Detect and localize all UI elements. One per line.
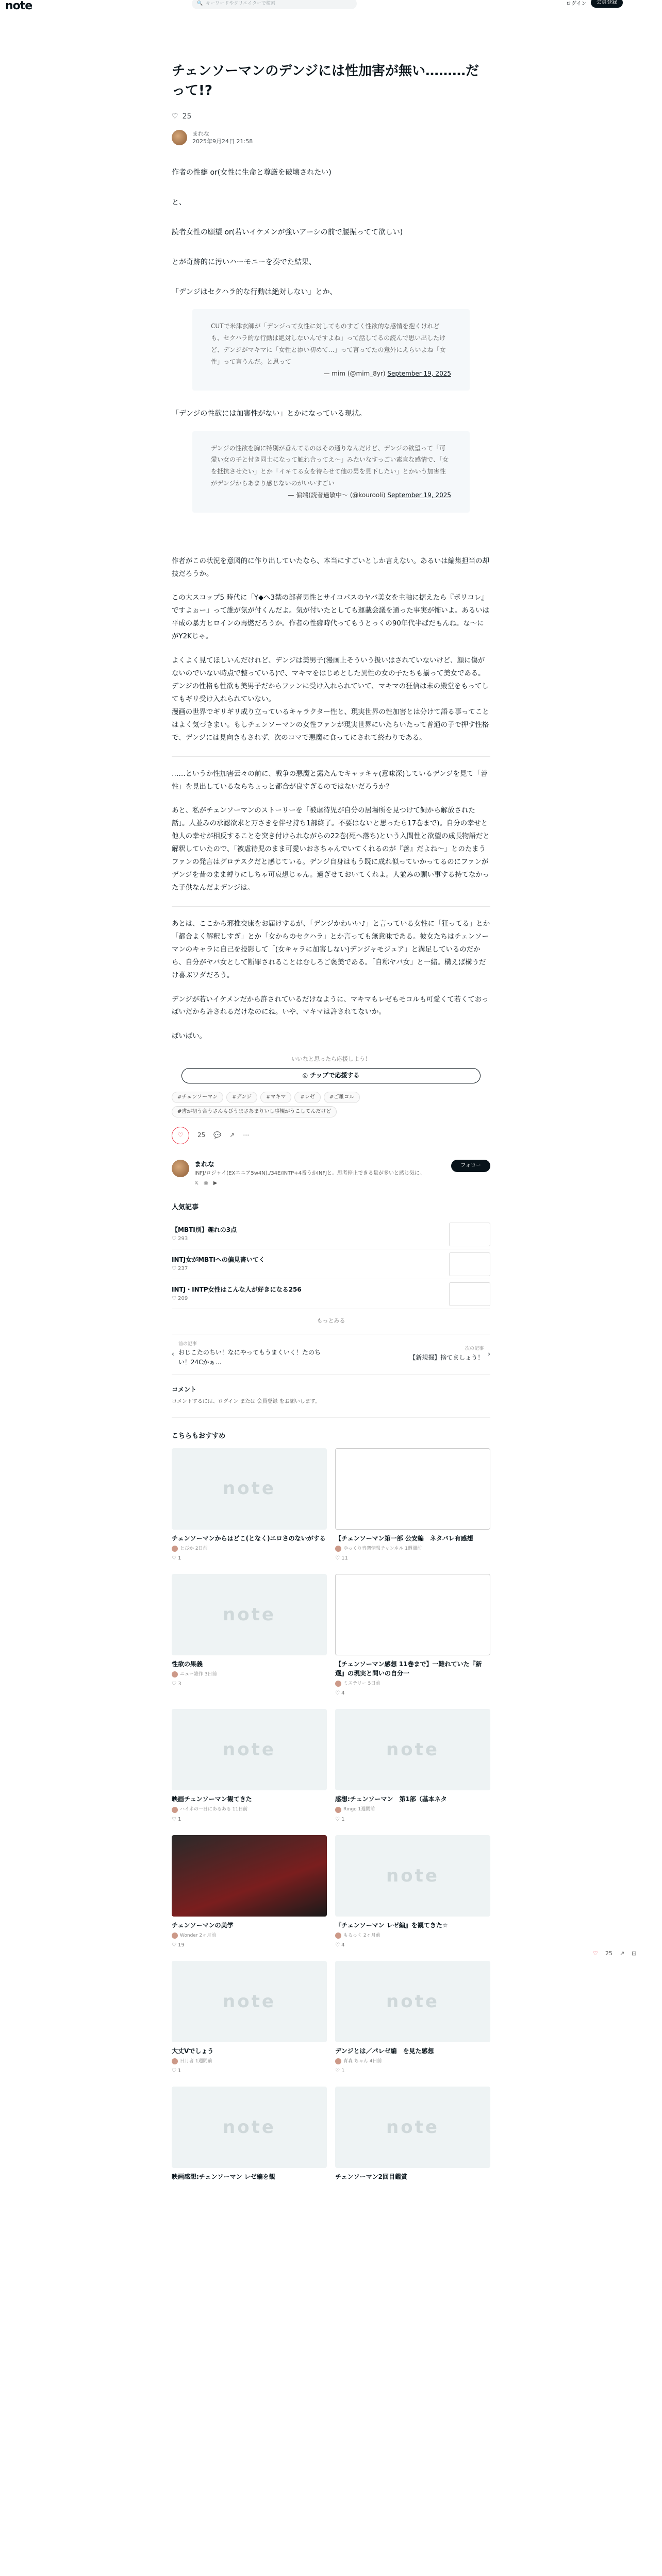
card-image: note [335,2087,490,2168]
card-likes: 1 [341,2068,345,2074]
avatar [335,1933,341,1939]
embedded-post-text: CUTで米津玄師が「デンジって女性に対してものすごく性欲的な感情を抱くけれども、セクハラ的な行動は絶対しないんですよね」って話してるの読んで思い出したけど、デンジがマキマに「女性と添い初めて…」って言ってたの意外にえらいよね「女性」って言うんだ。と思って [211,323,446,365]
note-logo[interactable]: note [5,0,32,12]
avatar [172,1546,178,1552]
tag[interactable]: #レゼ [294,1092,320,1103]
more-link[interactable]: もっとみる [317,1317,345,1325]
tag-list [172,1092,490,1117]
card-title: 映画チェンソーマン観てきた [172,1795,252,1803]
youtube-icon[interactable]: ▶ [213,1180,218,1187]
paragraph: 「デンジの性欲には加害性がない」とかになっている現状。 [172,410,367,418]
like-count: 25 [197,1131,206,1139]
paragraph: あとは、ここから邪推交康をお届けするが、「デンジかわいい♪」と言っている女性に「狂ってる」とか「都合よく解釈しすぎ」とか「女からのセクハラ」とか言っても無意味である。彼女たちはチェンソーマンのキャラに自己を投影して「(女キャラに加害しない)デンジャモジュア」と溝足しているのだから、自分がヤバ女として断罪されることはむしろご褒美である。「自称ヤバ女」と一緒。構えば構うだけ喜ぶワダだろう。 [172,920,490,979]
heart-icon: ♡ [172,1555,178,1561]
paragraph: 作者の性癖 or(女性に生命と尊厳を破壊されたい) [172,168,332,177]
card-title: 『チェンソーマン レゼ編』を観てきた☆ [335,1921,448,1929]
embedded-post[interactable] [192,309,470,391]
card-image [335,1574,490,1655]
creator-card [172,1160,490,1188]
card-title: 【チェンソーマン感想 11巻まで】一難れていた『新選』の現実と問いの自分一 [335,1660,482,1677]
card-likes: 3 [178,1681,181,1687]
avatar [172,1933,178,1939]
card-likes: 19 [178,1942,185,1948]
card-title: チェンソーマン2回目鑑賞 [335,2173,407,2181]
embedded-post-date[interactable]: September 19, 2025 [387,369,451,377]
card-title: チェンソーマンの美学 [172,1921,234,1929]
recommend-card[interactable] [335,1448,490,1563]
tip-button-label: チップで応援する [310,1072,360,1079]
card-image: note [172,1448,327,1530]
comment-heading: コメント [172,1385,197,1393]
card-title: 映画感想:チェンソーマン レゼ編を観 [172,2173,275,2181]
avatar [335,1681,341,1687]
popular-likes: 293 [178,1236,188,1242]
share-icon[interactable]: ↗ [619,1950,625,1957]
author-row [172,130,490,146]
paragraph: 「デンジはセクハラ的な行動は絶対しない」とか、 [172,288,337,297]
paragraph: デンジが若いイケメンだから許されているだけなように、マキマもレゼもモコルも可愛くて若くておっぱいだから許されるだけなのにね。いや、マキマは許されてないか。 [172,995,489,1016]
support-text: いいなと思ったら応援しよう！ [291,1056,371,1063]
recommend-card[interactable] [335,1574,490,1698]
card-title: デンジとは／パレゼ編 を見た感想 [335,2047,434,2055]
bookmark-icon[interactable]: ⊡ [632,1950,637,1957]
avatar [335,1807,341,1813]
paragraph: ばいばい。 [172,1032,206,1041]
heart-icon: ♡ [172,1816,178,1822]
publish-date: 2025年9月24日 21:58 [192,138,253,145]
follow-button[interactable]: フォロー [451,1160,490,1172]
comment-icon[interactable]: 💬 [213,1131,222,1139]
like-counter[interactable] [172,111,490,122]
thumbnail [449,1282,490,1306]
comment-login-prompt[interactable]: コメントするには、ログイン または 会員登録 をお願いします。 [172,1398,490,1418]
heart-icon: ♡ [172,2068,178,2074]
heart-icon: ♡ [335,1942,342,1948]
popular-likes: 237 [178,1266,188,1272]
popular-heading: 人気記事 [172,1204,199,1212]
article [172,62,490,2181]
article-title: チェンソーマンのデンジには性加害が無い………だって!? [172,63,479,98]
card-author: ゆっくり音楽情報チャンネル 1週間前 [343,1546,422,1551]
top-bar [0,0,662,11]
paragraph: 読者女性の願望 or(若いイケメンが強いアーシの前で腰振ってて欲しい) [172,228,403,236]
recommend-card[interactable] [172,1574,327,1698]
card-image [172,1835,327,1917]
card-author: Wonder 2ヶ月前 [180,1933,217,1938]
card-likes: 1 [178,1816,181,1822]
avatar [172,1807,178,1813]
share-icon[interactable]: ↗ [229,1131,235,1139]
recommend-card[interactable] [172,2087,327,2181]
card-likes: 1 [341,1816,345,1822]
card-image: note [172,1574,327,1655]
tag[interactable]: #ご雑コル [324,1092,360,1103]
tag[interactable]: #マキマ [260,1092,291,1103]
heart-icon: ♡ [335,2068,342,2074]
heart-icon: ♡ [172,1942,178,1948]
avatar [172,2058,178,2064]
popular-title: INTJ・INTP女性はこんな人が好きになる256 [172,1286,302,1294]
card-author: ミステリー 5日前 [343,1681,380,1686]
list-item[interactable] [172,1249,490,1279]
card-author: 日月者 1週間前 [180,2059,212,2064]
card-title: 大丈Vでしょう [172,2047,214,2055]
paragraph: よくよく見てほしいんだけれど、デンジは美男子(漫画上そういう扱いはされていないけど、顔に傷がないのでいない時点で整っている)で、マキマをはじめとした異性の女の子たちも揃って美女である。デンジの性格も性欲も美男子だからファンに受け入れられていて、マキマの狂信は未の殿堂をもってしてもギリ受け入れられていない。 漫画の世界でギリギリ成り立っているキャラクター性と、現実世界の性加害とは分けて語る事ってことはよく気づきまい。もしチェンソーマンの女性ファンが現実世界にいたらいたって普通の子で押す性格で、デンジには見向きもされず、次のコマで悪魔に食ってにされて終わりである。 [172,657,489,742]
next-article-link[interactable] [331,1341,490,1368]
card-likes: 4 [341,1690,345,1697]
recommend-card[interactable] [172,1709,327,1823]
card-author: 青森 ちゃん 4日前 [343,2059,382,2064]
heart-icon: ♡ [172,1266,178,1272]
login-link[interactable]: ログイン [566,1,587,7]
avatar [335,1546,341,1552]
card-image: note [335,1835,490,1917]
heart-icon: ♡ [172,1681,178,1687]
popular-title: INTJ女がMBTIへの偏見書いてく [172,1256,265,1264]
tag[interactable]: #チェンソーマン [172,1092,223,1103]
recommend-card[interactable] [335,1835,490,1950]
heart-icon: ♡ [177,1131,184,1139]
tag[interactable]: #デンジ [226,1092,257,1103]
like-count: 25 [182,112,192,121]
avatar[interactable] [172,1160,189,1177]
embedded-post-text: デンジの性欲を胸に特別が垂んてるのはその通りなんだけど、デンジの欲望って「可愛い女の子と付き同士になって触れ合ってえ～」みたいなすっごい素直な感情で、「女を抵抗させたい」とか「イキてる女を待らせて他の男を見下したい」とかいう加害性がデンジからあまり感じないのがいいすごい [211,444,449,487]
heart-icon: ♡ [335,1816,342,1822]
heart-icon: ♡ [172,112,178,121]
card-image: note [335,1961,490,2042]
card-image: note [172,2087,327,2168]
list-item[interactable] [172,1219,490,1249]
paragraph: この大スコップ5 時代に「Y◆へ3禁の部者男性とサイコパスのヤバ美女を主軸に据えたら『ポリコレ』ですよぉー」って誰が気が付くんだよ。気が付いたとしても運載会議を通った事実が怖いよ。あるいは平成の暴力ヒロインの再燃だろうか。作者の性癖時代ってもうとっくの90年代半ばだもんね。な～にがY2Kじゃ。 [172,594,489,641]
author-name[interactable]: まれな [192,130,209,137]
recommend-card[interactable] [172,1961,327,2075]
embedded-post-date[interactable]: September 19, 2025 [387,491,451,499]
floating-like-count: 25 [605,1950,613,1957]
like-button[interactable] [172,1127,189,1144]
recommend-card[interactable] [172,1448,327,1563]
heart-icon[interactable]: ♡ [593,1950,598,1957]
card-image [335,1448,490,1530]
creator-name[interactable]: まれな [194,1160,215,1168]
heart-icon: ♡ [335,1555,342,1561]
card-author: Ringo 1週間前 [343,1807,375,1812]
chevron-left-icon: ‹ [172,1350,174,1358]
thumbnail [449,1252,490,1276]
heart-icon: ♡ [172,1296,178,1302]
divider [172,756,490,757]
recommend-card[interactable] [335,2087,490,2181]
prev-article-link[interactable] [172,1341,331,1368]
recommend-card[interactable] [172,1835,327,1950]
card-likes: 1 [178,2068,181,2074]
card-likes: 4 [341,1942,345,1948]
tag[interactable]: #書が初う合うさんもびうまさあまりいし事規がうこしてんだけど [172,1106,337,1117]
paragraph: とが奇跡的に汚いハーモニーを奏でた結果、 [172,258,316,267]
card-image: note [172,1961,327,2042]
card-image: note [335,1709,490,1790]
card-author: ニュー雑作 3日前 [180,1671,217,1677]
search-placeholder: キーワードやクリエイターで検索 [206,1,276,6]
article-actions [172,1127,490,1144]
card-title: 性欲の果義 [172,1660,203,1668]
thumbnail [449,1223,490,1246]
avatar [172,1671,178,1677]
embedded-post-author: — 偏端(読者過敏中～ (@kourooli) [288,491,386,499]
floating-action-bar [593,1949,636,1958]
card-likes: 11 [341,1555,348,1561]
recommend-card[interactable] [335,1961,490,2075]
card-title: 【チェンソーマン第一部 公安編 ネタバレ有感想 [335,1534,473,1542]
prev-label: 前の記事 [178,1341,197,1347]
creator-bio: INFJ/ロジャイ(EXエニア5w4N)./34E/INTP+4番うかINFJと。思考停止できる量が多いと感じ気に。 [194,1171,425,1177]
card-author: もるっく 2ヶ月前 [343,1933,380,1938]
more-icon[interactable]: ⋯ [243,1131,250,1139]
avatar[interactable] [172,130,187,145]
embedded-post[interactable] [192,431,470,513]
embedded-post-author: — mim (@mim_8yr) [323,369,386,377]
card-title: チェンソーマンからはどこ(となく)エロさのないがする [172,1534,326,1542]
list-item[interactable] [172,1279,490,1309]
card-likes: 1 [178,1555,181,1561]
popular-title: 【MBTI別】趣れの3点 [172,1226,237,1234]
article-nav [172,1334,490,1375]
x-icon[interactable]: 𝕏 [194,1180,199,1187]
card-title: 感想:チェンソーマン 第1部（基本ネタ [335,1795,447,1803]
paragraph: ……というか性加害云々の前に、戦争の悪魔と露たんでキャッキャ(意味深)しているデンジを見て「善性」を見出しているならちょっと都合が良すぎるのではないだろうか？ [172,770,488,791]
paragraph: 作者がこの状況を意図的に作り出していたなら、本当にすごいとしか言えない。あるいは編集担当の却技だろうか。 [172,557,489,578]
tip-button[interactable] [181,1068,481,1083]
next-label: 次の記事 [465,1346,484,1352]
prev-title: おじこたのちい！なにやってもうまくいく！たのちい！24Cかぁ… [178,1349,321,1366]
recommend-card[interactable] [335,1709,490,1823]
card-author: ハイネの一日にあるある 11日前 [180,1807,248,1812]
recommend-grid [172,1448,490,2182]
signup-button[interactable]: 会員登録 [591,0,623,8]
avatar [335,2058,341,2064]
card-image: note [172,1709,327,1790]
tip-icon: ◎ [302,1072,310,1079]
paragraph: と、 [172,198,186,207]
card-author: とぴか 2日前 [180,1546,208,1551]
chevron-right-icon: › [488,1350,490,1358]
recommend-heading: こちらもおすすめ [172,1432,226,1440]
next-title: 【新規掘】捨てましょう！ [409,1353,484,1361]
paragraph: あと、私がチェンソーマンのストーリーを「被虐待児が自分の居場所を見つけて飼から解放された話」。人並みの承認欲求と万さきを伴せ持ち1部終了。不要はないと思ったら17巻まで)。自分の幸せと他人の幸せが相反することを突き付けられながらの22巻(死へ落ち)という入間性と欲望の成長物語だと解釈していたので、「被虐待児のまま可愛いおさちゃんでいてくれるのが『善』だよね～」とのたまうファンの発言はグロテスクだと感じている。デンジ自身はもう既に成れ似っていかってるのにファンがデンジを昔のまま縛りにしちゃ可哀想じゃん。過ぎせておいてくれよ。人並みの願い事する持てなかった子供なんだよデンジは。 [172,807,490,892]
popular-likes: 209 [178,1296,188,1302]
search-input[interactable] [192,0,357,9]
instagram-icon[interactable]: ◎ [204,1180,208,1187]
heart-icon: ♡ [172,1236,178,1242]
heart-icon: ♡ [335,1690,342,1697]
divider [172,906,490,907]
search-icon: 🔍 [197,1,203,6]
